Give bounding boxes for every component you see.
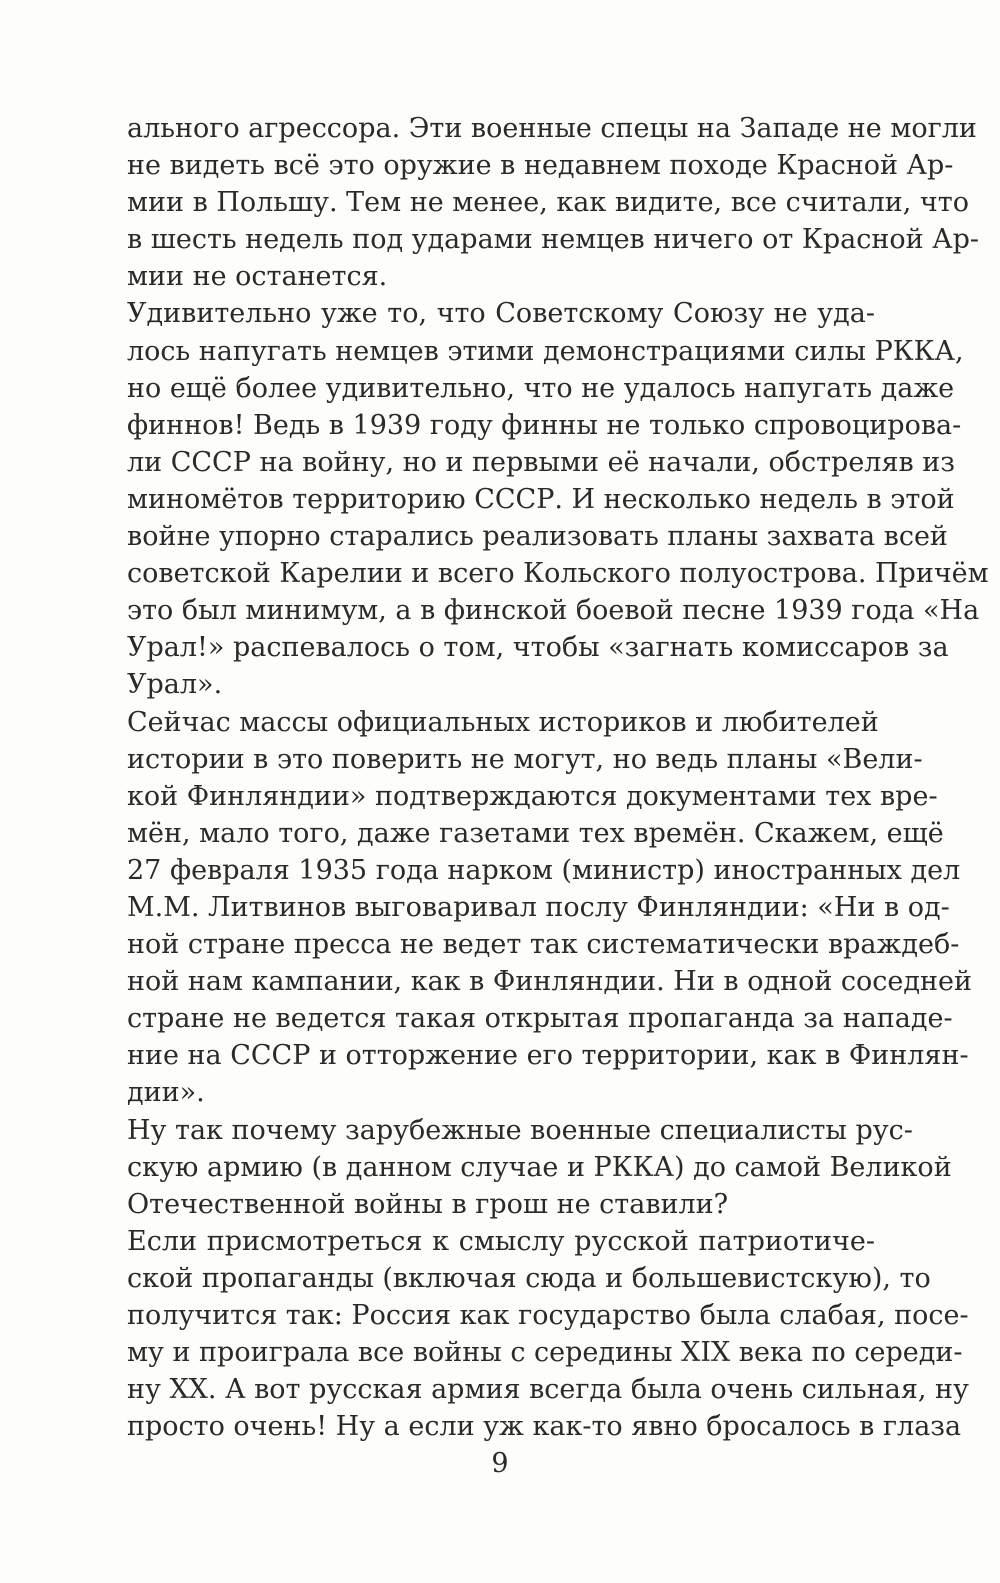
text-line: Ну так почему зарубежные военные специалисты рус- <box>127 1114 913 1146</box>
text-line: Если присмотреться к смыслу русской патриотиче- <box>127 1225 875 1257</box>
text-line: но ещё более удивительно, что не удалось напугать даже <box>127 372 955 404</box>
text-line: му и проиграла все войны с середины XIX века по середи- <box>127 1337 963 1369</box>
paragraph <box>127 110 980 295</box>
text-line: миномётов территорию СССР. И несколько недель в этой <box>127 483 955 515</box>
text-line: Удивительно уже то, что Советскому Союзу не уда- <box>127 298 875 330</box>
paragraph <box>127 1112 952 1223</box>
paragraph <box>127 295 989 703</box>
text-line: советской Карелии и всего Кольского полуострова. Причём <box>127 558 989 590</box>
text-line: ние на СССР и отторжение его территории, как в Финлян- <box>127 1040 969 1072</box>
text-line: скую армию (в данном случае и РККА) до самой Великой <box>127 1151 952 1183</box>
text-line: ну XX. А вот русская армия всегда была очень сильная, ну <box>127 1374 969 1406</box>
paragraph <box>127 1223 969 1446</box>
text-line: дии». <box>127 1077 205 1109</box>
text-line: стране не ведется такая открытая пропаганда за нападе- <box>127 1003 953 1035</box>
page-number: 9 <box>491 1448 509 1479</box>
paragraph <box>127 704 972 1112</box>
text-line: Отечественной войны в грош не ставили? <box>127 1188 729 1220</box>
text-line: Сейчас массы официальных историков и любителей <box>127 706 879 738</box>
text-line: 27 февраля 1935 года нарком (министр) иностранных дел <box>127 854 961 886</box>
text-line: ли СССР на войну, но и первыми её начали, обстреляв из <box>127 446 955 478</box>
text-line: не видеть всё это оружие в недавнем походе Красной Ар- <box>127 150 954 182</box>
text-line: Урал». <box>127 669 223 701</box>
text-line: ной нам кампании, как в Финляндии. Ни в одной соседней <box>127 966 972 998</box>
text-line: ной стране пресса не ведет так систематически враждеб- <box>127 929 960 961</box>
body-text <box>127 110 989 1445</box>
text-line: это был минимум, а в финской боевой песне 1939 года «На <box>127 595 980 627</box>
text-line: войне упорно старались реализовать планы захвата всей <box>127 521 948 553</box>
text-line: истории в это поверить не могут, но ведь планы «Вели- <box>127 743 923 775</box>
text-line: ального агрессора. Эти военные спецы на Западе не могли <box>127 113 977 144</box>
text-line: лось напугать немцев этими демонстрациями силы РККА, <box>127 335 964 367</box>
text-line: просто очень! Ну а если уж как-то явно бросалось в глаза <box>127 1411 962 1443</box>
text-line: кой Финляндии» подтверждаются документами тех вре- <box>127 780 938 812</box>
text-line: М.М. Литвинов выговаривал послу Финляндии: «Ни в од- <box>127 891 950 923</box>
text-line: в шесть недель под ударами немцев ничего от Красной Ар- <box>127 224 980 256</box>
text-line: финнов! Ведь в 1939 году финны не только спровоцирова- <box>127 409 962 441</box>
text-line: получится так: Россия как государство была слабая, посе- <box>127 1300 969 1331</box>
text-line: мён, мало того, даже газетами тех времён. Скажем, ещё <box>127 817 944 849</box>
text-line: Урал!» распевалось о том, чтобы «загнать комиссаров за <box>127 632 949 664</box>
text-line: мии не останется. <box>127 261 388 293</box>
text-line: мии в Польшу. Тем не менее, как видите, все считали, что <box>127 187 969 219</box>
text-line: ской пропаганды (включая сюда и большевистскую), то <box>127 1262 931 1294</box>
